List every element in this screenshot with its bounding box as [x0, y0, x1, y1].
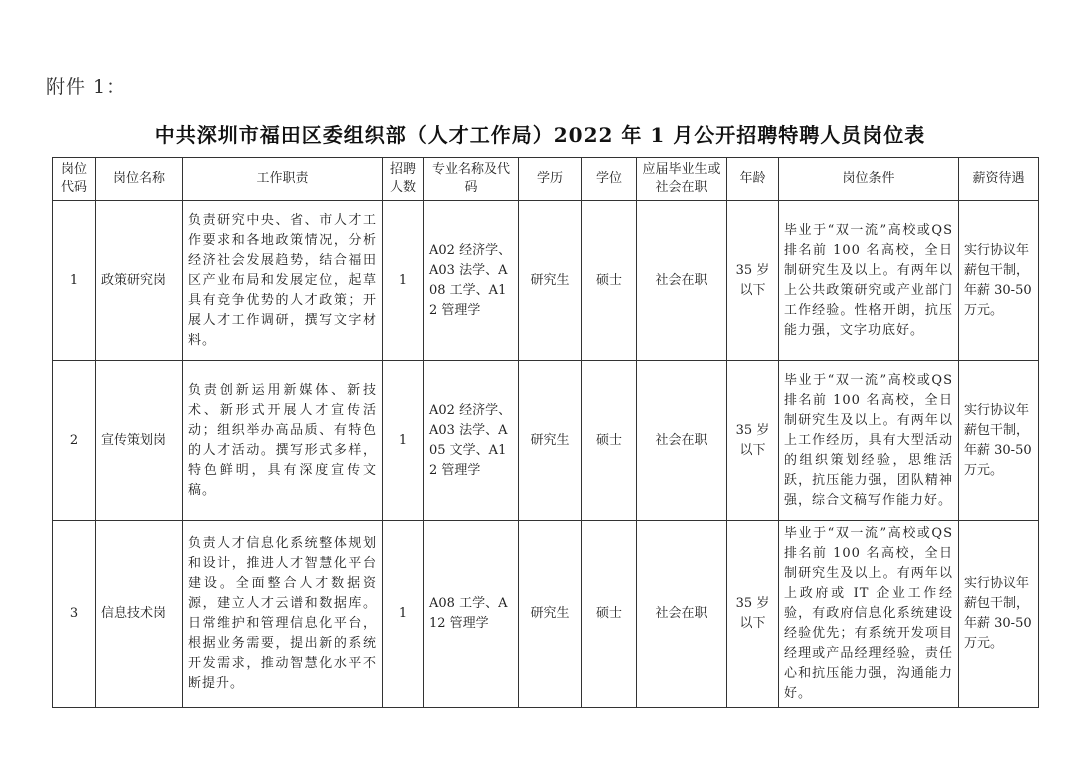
- position-table: [52, 157, 1039, 708]
- cell-major: A02 经济学、A03 法学、A05 文学、A12 管理学: [424, 361, 519, 521]
- cell-count: 1: [383, 201, 424, 361]
- cell-age: 35 岁以下: [727, 521, 779, 708]
- page-title: 中共深圳市福田区委组织部（人才工作局）2022 年 1 月公开招聘特聘人员岗位表: [154, 123, 926, 147]
- cell-name: 信息技术岗: [96, 521, 183, 708]
- cell-code: 3: [53, 521, 96, 708]
- header-salary: 薪资待遇: [959, 158, 1039, 201]
- cell-salary: 实行协议年薪包干制，年薪 30-50 万元。: [959, 201, 1039, 361]
- cell-code: 2: [53, 361, 96, 521]
- header-requirements: 岗位条件: [779, 158, 959, 201]
- table-row: [53, 201, 1039, 361]
- cell-name: 政策研究岗: [96, 201, 183, 361]
- cell-degree: 硕士: [582, 361, 637, 521]
- cell-education: 研究生: [519, 201, 582, 361]
- header-age: 年龄: [727, 158, 779, 201]
- cell-duties: 负责创新运用新媒体、新技术、新形式开展人才宣传活动；组织举办高品质、有特色的人才活动。撰写形式多样，特色鲜明，具有深度宣传文稿。: [183, 361, 383, 521]
- cell-major: A08 工学、A12 管理学: [424, 521, 519, 708]
- cell-requirements: 毕业于“双一流”高校或QS 排名前 100 名高校，全日制研究生及以上。有两年以上公共政策研究或产业部门工作经验。性格开朗，抗压能力强，文字功底好。: [779, 201, 959, 361]
- cell-salary: 实行协议年薪包干制，年薪 30-50 万元。: [959, 521, 1039, 708]
- cell-status: 社会在职: [637, 201, 727, 361]
- cell-count: 1: [383, 521, 424, 708]
- cell-status: 社会在职: [637, 361, 727, 521]
- cell-duties: 负责研究中央、省、市人才工作要求和各地政策情况，分析经济社会发展趋势，结合福田区产业布局和发展定位，起草具有竞争优势的人才政策；开展人才工作调研，撰写文字材料。: [183, 201, 383, 361]
- cell-count: 1: [383, 361, 424, 521]
- cell-name: 宣传策划岗: [96, 361, 183, 521]
- header-name: 岗位名称: [96, 158, 183, 201]
- table-row: [53, 521, 1039, 708]
- cell-degree: 硕士: [582, 521, 637, 708]
- header-major: 专业名称及代码: [424, 158, 519, 201]
- cell-age: 35 岁以下: [727, 201, 779, 361]
- cell-degree: 硕士: [582, 201, 637, 361]
- table-header-row: [53, 158, 1039, 201]
- cell-major: A02 经济学、A03 法学、A08 工学、A12 管理学: [424, 201, 519, 361]
- cell-education: 研究生: [519, 361, 582, 521]
- cell-education: 研究生: [519, 521, 582, 708]
- cell-status: 社会在职: [637, 521, 727, 708]
- cell-salary: 实行协议年薪包干制，年薪 30-50 万元。: [959, 361, 1039, 521]
- table-row: [53, 361, 1039, 521]
- header-education: 学历: [519, 158, 582, 201]
- header-code: 岗位代码: [53, 158, 96, 201]
- header-duties: 工作职责: [183, 158, 383, 201]
- cell-requirements: 毕业于“双一流”高校或QS 排名前 100 名高校，全日制研究生及以上。有两年以上工作经历，具有大型活动的组织策划经验，思维活跃，抗压能力强，团队精神强，综合文稿写作能力好。: [779, 361, 959, 521]
- cell-code: 1: [53, 201, 96, 361]
- header-status: 应届毕业生或社会在职: [637, 158, 727, 201]
- cell-requirements: 毕业于“双一流”高校或QS 排名前 100 名高校，全日制研究生及以上。有两年以上政府或 IT 企业工作经验，有政府信息化系统建设经验优先；有系统开发项目经理或产品经理经验，责任心和抗压能力强，沟通能力好。: [779, 521, 959, 708]
- cell-age: 35 岁以下: [727, 361, 779, 521]
- cell-duties: 负责人才信息化系统整体规划和设计，推进人才智慧化平台建设。全面整合人才数据资源，建立人才云谱和数据库。日常维护和管理信息化平台，根据业务需要，提出新的系统开发需求，推动智慧化水平不断提升。: [183, 521, 383, 708]
- header-degree: 学位: [582, 158, 637, 201]
- attachment-label: 附件 1：: [46, 76, 127, 98]
- header-count: 招聘人数: [383, 158, 424, 201]
